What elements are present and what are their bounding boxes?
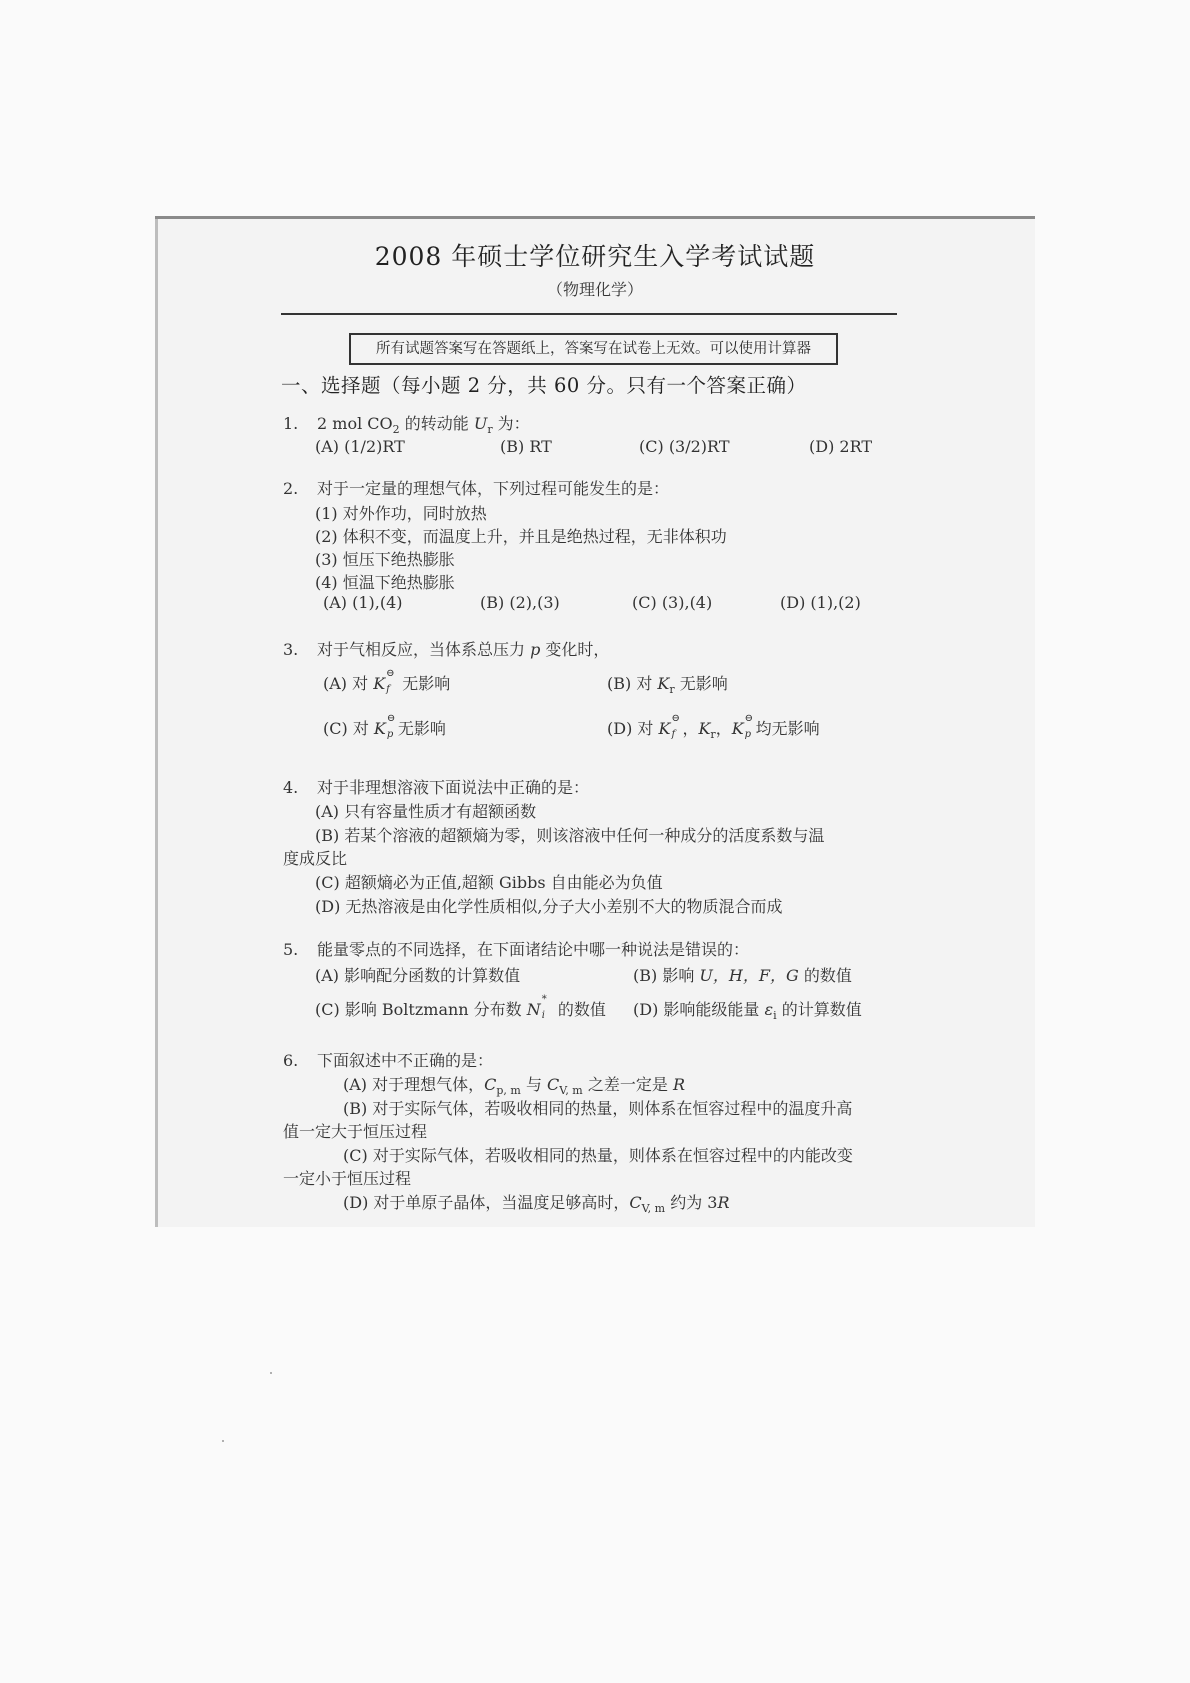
q6-d-Cv: C (629, 1193, 642, 1212)
q3-option-b (607, 671, 728, 696)
q3-d-label: (D) 对 (607, 719, 659, 738)
question-number: 5. (283, 940, 299, 959)
q6-d-label: (D) 对于单原子晶体，当温度足够高时， (343, 1193, 630, 1212)
question-4 (283, 775, 589, 798)
q5-option-c (315, 993, 606, 1021)
question-5 (283, 937, 749, 960)
q1-option-c: (C) (3/2)RT (639, 437, 730, 456)
q1-stem: 2 mol CO (317, 414, 393, 433)
q6-option-c-cont: 一定小于恒压过程 (283, 1169, 412, 1188)
q6-a-Cv: C (547, 1075, 560, 1094)
question-3 (283, 637, 609, 660)
notice-box: 所有试题答案写在答题纸上，答案写在试卷上无效。可以使用计算器 (349, 333, 838, 365)
q6-option-b: (B) 对于实际气体，若吸收相同的热量，则体系在恒容过程中的温度升高 (343, 1099, 853, 1118)
scan-speck (270, 1372, 272, 1374)
q3-d-text: 均无影响 (755, 719, 820, 738)
q3-d-sep-1: ， (682, 719, 699, 738)
standard-state-symbol: ⊖ (386, 712, 396, 724)
q3-option-d (607, 712, 820, 742)
q6-stem: 下面叙述中不正确的是： (317, 1051, 494, 1070)
scanned-page (155, 216, 1035, 1227)
q3-d-K3: K (731, 719, 744, 738)
standard-state-symbol: ⊖ (671, 712, 680, 724)
q3-d-scripts-1 (670, 712, 682, 740)
q3-d-sub-3: p (744, 728, 752, 740)
q2-option-b: (B) (2),(3) (480, 593, 560, 612)
q1-stem-end: 为： (492, 414, 530, 433)
question-number: 2. (283, 479, 299, 498)
q2-option-c: (C) (3),(4) (632, 593, 713, 612)
q4-option-b: (B) 若某个溶液的超额熵为零，则该溶液中任何一种成分的活度系数与温 (315, 826, 825, 845)
q1-option-b: (B) RT (500, 437, 552, 456)
section-heading: 一、选择题（每小题 2 分，共 60 分。只有一个答案正确） (281, 374, 807, 397)
q6-option-d (343, 1190, 730, 1215)
q6-option-c: (C) 对于实际气体，若吸收相同的热量，则体系在恒容过程中的内能改变 (343, 1146, 853, 1165)
q6-d-text: 约为 3 (665, 1193, 718, 1212)
q5-d-label: (D) 影响能级能量 (633, 1000, 765, 1019)
q2-item-2: (2) 体积不变，而温度上升，并且是绝热过程，无非体积功 (315, 527, 727, 546)
q5-c-scripts (541, 993, 553, 1021)
q5-option-a: (A) 影响配分函数的计算数值 (315, 966, 521, 985)
question-6 (283, 1048, 493, 1071)
question-1 (283, 411, 530, 436)
q5-option-d (633, 997, 862, 1022)
q4-option-c: (C) 超额熵必为正值,超额 Gibbs 自由能必为负值 (315, 873, 663, 892)
q4-option-b-cont: 度成反比 (283, 849, 348, 868)
q3-a-sub: f (386, 683, 390, 695)
q5-c-label: (C) 影响 Boltzmann 分布数 (315, 1000, 527, 1019)
q6-a-Cp: C (484, 1075, 497, 1094)
q3-stem-end: 变化时， (540, 640, 610, 659)
q5-d-text: 的计算数值 (776, 1000, 862, 1019)
q4-stem: 对于非理想溶液下面说法中正确的是： (317, 778, 590, 797)
q4-option-a: (A) 只有容量性质才有超额函数 (315, 802, 537, 821)
q5-b-text: 的数值 (798, 966, 852, 985)
q5-d-var: ε (764, 1000, 774, 1019)
q5-c-text: 的数值 (552, 1000, 606, 1019)
q3-c-scripts (386, 712, 398, 740)
q3-c-K: K (373, 719, 386, 738)
q3-c-text: 无影响 (397, 719, 446, 738)
q1-stem-mid: 的转动能 (399, 414, 474, 433)
q3-d-sep-2: ， (715, 719, 732, 738)
q6-a-text: 之差一定是 (582, 1075, 673, 1094)
q1-variable-sub: r (487, 423, 493, 437)
q5-d-sub: i (773, 1009, 777, 1023)
q1-option-a: (A) (1/2)RT (315, 437, 405, 456)
q6-a-mid: 与 (520, 1075, 548, 1094)
q5-option-b (633, 963, 852, 986)
q3-a-text: 无影响 (397, 674, 451, 693)
q3-d-sub-2: r (710, 728, 716, 742)
q3-stem: 对于气相反应，当体系总压力 (317, 640, 531, 659)
q1-option-d: (D) 2RT (809, 437, 873, 456)
question-number: 1. (283, 414, 299, 433)
q6-option-a (343, 1072, 685, 1097)
q2-item-3: (3) 恒压下绝热膨胀 (315, 550, 455, 569)
q3-option-a (323, 667, 451, 695)
q5-c-var: N (526, 1000, 541, 1019)
q6-a-Cp-sub: p, m (496, 1084, 521, 1098)
q2-option-d: (D) (1),(2) (780, 593, 861, 612)
q2-stem: 对于一定量的理想气体，下列过程可能发生的是： (317, 479, 670, 498)
q3-c-label: (C) 对 (323, 719, 374, 738)
q2-item-1: (1) 对外作功，同时放热 (315, 504, 487, 523)
q3-d-sub-1: f (671, 728, 676, 740)
q5-b-label: (B) 影响 (633, 966, 700, 985)
q6-a-label: (A) 对于理想气体， (343, 1075, 485, 1094)
q3-a-K: K (373, 674, 386, 693)
question-number: 6. (283, 1051, 299, 1070)
question-number: 4. (283, 778, 299, 797)
q2-item-4: (4) 恒温下绝热膨胀 (315, 573, 455, 592)
q3-a-label: (A) 对 (323, 674, 374, 693)
q6-d-R: R (717, 1193, 730, 1212)
question-2 (283, 476, 669, 499)
q3-a-scripts (385, 667, 397, 695)
q5-stem: 能量零点的不同选择，在下面诸结论中哪一种说法是错误的： (317, 940, 750, 959)
q1-variable: U (473, 414, 488, 433)
q3-b-label: (B) 对 (607, 674, 658, 693)
q3-b-K: K (657, 674, 670, 693)
q2-option-a: (A) (1),(4) (323, 593, 403, 612)
q4-option-d: (D) 无热溶液是由化学性质相似,分子大小差别不大的物质混合而成 (315, 897, 783, 916)
q5-c-sub: i (541, 1009, 545, 1021)
question-number: 3. (283, 640, 299, 659)
title-rule (281, 313, 897, 315)
q3-d-scripts-3 (744, 712, 756, 740)
q3-d-K2: K (698, 719, 711, 738)
exam-title: 2008 年硕士学位研究生入学考试试题 (374, 242, 816, 271)
q3-c-sub: p (386, 728, 394, 740)
q6-d-Cv-sub: V, m (641, 1202, 666, 1216)
q3-b-text: 无影响 (674, 674, 728, 693)
q3-d-K1: K (658, 719, 671, 738)
q5-b-vars: U，H，F，G (699, 966, 799, 985)
q1-subscript: 2 (392, 423, 400, 437)
scan-speck (222, 1440, 224, 1442)
q3-option-c (323, 712, 446, 740)
standard-state-symbol: ⊖ (744, 712, 754, 724)
standard-state-symbol: ⊖ (386, 667, 395, 679)
q6-a-R: R (672, 1075, 685, 1094)
q6-option-b-cont: 值一定大于恒压过程 (283, 1122, 428, 1141)
q5-c-sup: * (541, 993, 547, 1005)
q3-variable: p (530, 640, 541, 659)
q3-b-sub: r (669, 683, 675, 697)
q6-a-Cv-sub: V, m (559, 1084, 583, 1098)
exam-subtitle: （物理化学） (546, 280, 643, 299)
